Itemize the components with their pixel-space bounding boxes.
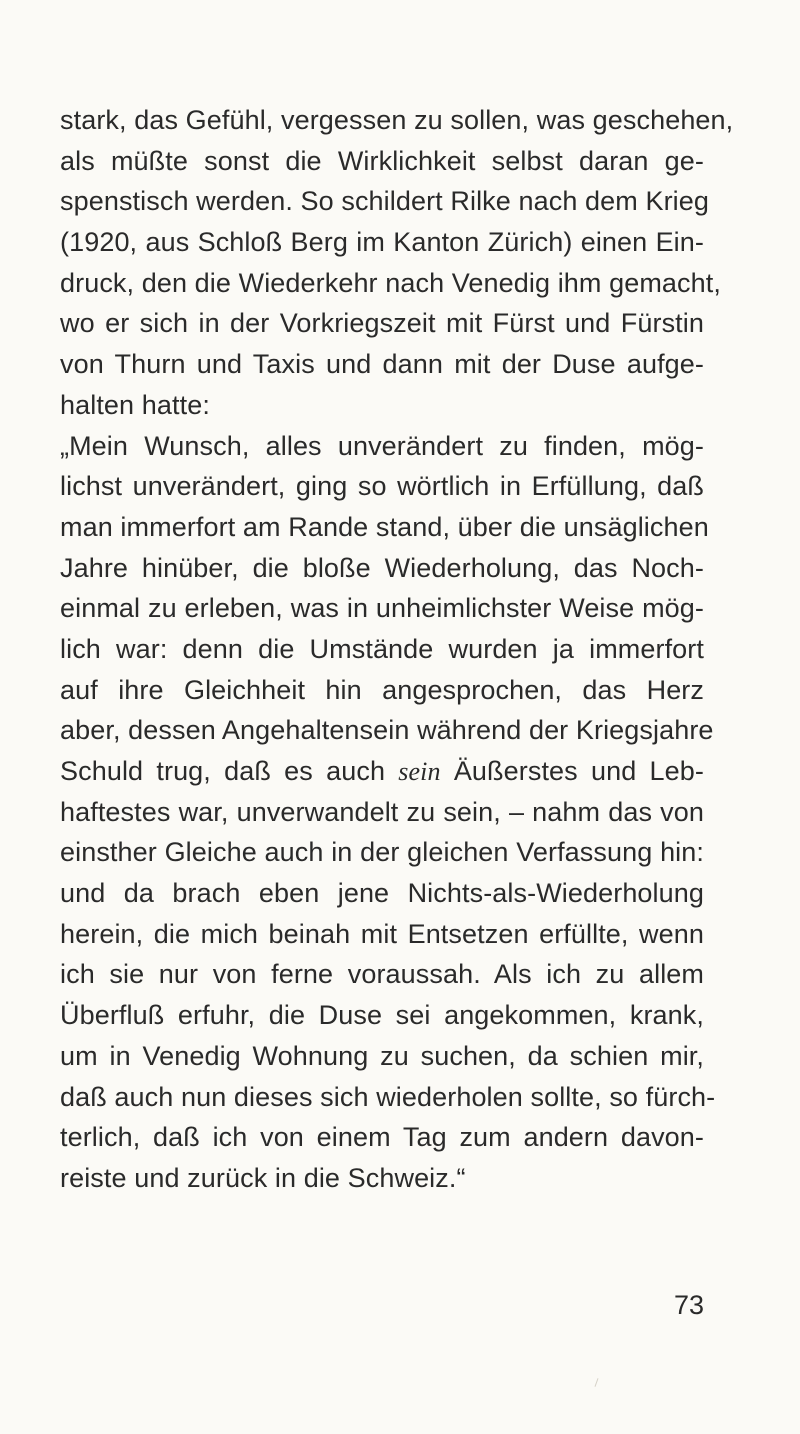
body-text [60, 100, 734, 1199]
text-line: daß auch nun dieses sich wiederholen sollte, so fürch- [60, 1081, 716, 1112]
text-line: lichst unverändert, ging so wörtlich in Erfüllung, daß [60, 471, 704, 502]
text-line: terlich, daß ich von einem Tag zum andern davon- [60, 1122, 704, 1153]
text-line: als müßte sonst die Wirklichkeit selbst daran ge- [60, 145, 704, 176]
text-line: man immerfort am Rande stand, über die unsäglichen [60, 511, 709, 542]
text-line: von Thurn und Taxis und dann mit der Duse aufge- [60, 349, 704, 380]
text-line: Überfluß erfuhr, die Duse sei angekommen, krank, [60, 1000, 704, 1031]
text-line: einsther Gleiche auch in der gleichen Verfassung hin: [60, 837, 704, 868]
text-line: herein, die mich beinah mit Entsetzen erfüllte, wenn [60, 918, 704, 949]
paper-speck [594, 1378, 598, 1387]
text-line: (1920, aus Schloß Berg im Kanton Zürich) einen Ein- [60, 227, 704, 258]
text-line: druck, den die Wiederkehr nach Venedig ihm gemacht, [60, 267, 721, 298]
text-line: aber, dessen Angehaltensein während der Kriegsjahre [60, 715, 714, 746]
text-line: auf ihre Gleichheit hin angesprochen, das Herz [60, 674, 704, 705]
text-line: ich sie nur von ferne voraussah. Als ich zu allem [60, 959, 704, 990]
text-line: einmal zu erleben, was in unheimlichster Weise mög- [60, 593, 704, 624]
quote-end-line: reiste und zurück in die Schweiz.“ [60, 1162, 466, 1193]
text-line: Jahre hinüber, die bloße Wiederholung, das Noch- [60, 552, 704, 583]
text-line: um in Venedig Wohnung zu suchen, da schien mir, [60, 1040, 704, 1071]
text-line: stark, das Gefühl, vergessen zu sollen, was geschehen, [60, 105, 734, 135]
text-line: lich war: denn die Umstände wurden ja immerfort [60, 633, 704, 664]
text-line: spenstisch werden. So schildert Rilke nach dem Krieg [60, 186, 710, 217]
text-line: und da brach eben jene Nichts-als-Wiederholung [60, 878, 704, 909]
text-line: wo er sich in der Vorkriegszeit mit Fürst und Fürstin [60, 308, 704, 339]
line-segment: Schuld trug, daß es auch [60, 756, 399, 786]
text-line: halten hatte: [60, 389, 210, 420]
line-segment: Äußerstes und Leb- [440, 756, 704, 786]
text-line: haftestes war, unverwandelt zu sein, – nahm das von [60, 796, 704, 827]
page-number: 73 [673, 1290, 704, 1320]
quote-start-line: „Mein Wunsch, alles unverändert zu finden, mög- [60, 430, 704, 461]
text-line-with-emphasis [60, 751, 704, 792]
emphasized-word: sein [398, 757, 441, 786]
